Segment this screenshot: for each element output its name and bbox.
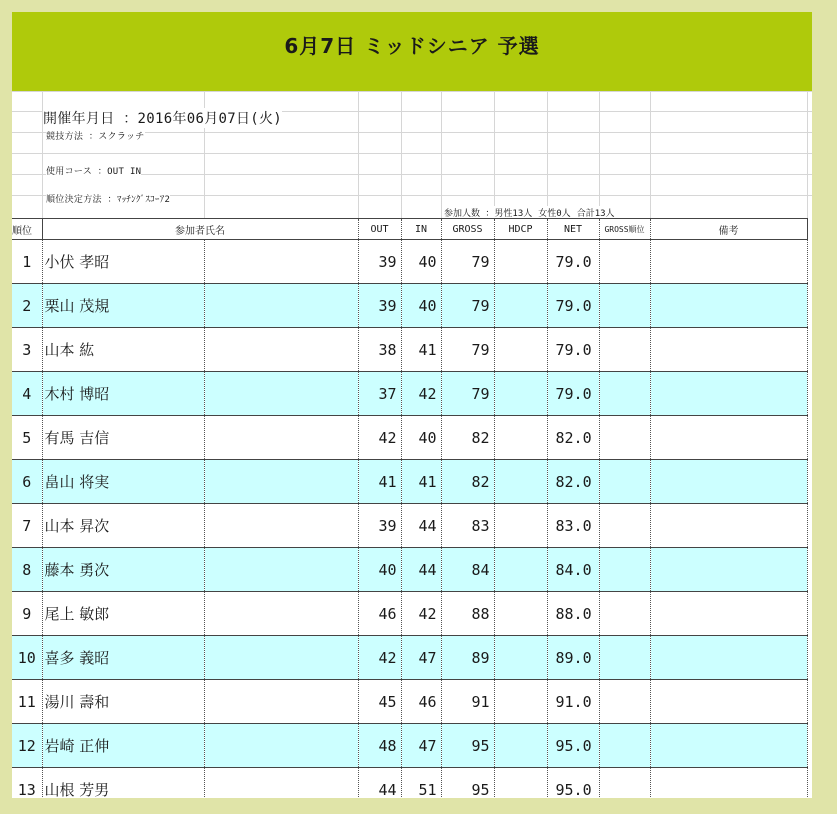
gross-cell: 84 [441, 548, 494, 592]
blank-cell [204, 284, 358, 328]
grid-line [12, 91, 812, 92]
net-cell: 95.0 [547, 724, 599, 768]
name-cell: 山本 紘 [42, 328, 204, 372]
out-cell: 38 [358, 328, 401, 372]
rank-cell: 11 [12, 680, 42, 724]
header-name: 参加者氏名 [42, 219, 358, 240]
name-cell: 藤本 勇次 [42, 548, 204, 592]
header-net: NET [547, 219, 599, 240]
in-cell: 44 [401, 504, 441, 548]
gross-cell: 83 [441, 504, 494, 548]
gross-rank-cell [599, 328, 650, 372]
gross-cell: 82 [441, 460, 494, 504]
out-cell: 39 [358, 284, 401, 328]
out-cell: 42 [358, 416, 401, 460]
header-hdcp: HDCP [494, 219, 547, 240]
results-table [12, 218, 808, 798]
in-cell: 41 [401, 328, 441, 372]
note-cell [650, 460, 807, 504]
rank-cell: 13 [12, 768, 42, 799]
table-row [12, 460, 807, 504]
note-cell [650, 680, 807, 724]
table-header-row [12, 219, 807, 240]
note-cell [650, 724, 807, 768]
table-row [12, 724, 807, 768]
grid-line [650, 91, 651, 218]
blank-cell [204, 768, 358, 799]
name-cell: 有馬 吉信 [42, 416, 204, 460]
rank-cell: 12 [12, 724, 42, 768]
gross-rank-cell [599, 284, 650, 328]
note-cell [650, 240, 807, 284]
hdcp-cell [494, 724, 547, 768]
in-cell: 41 [401, 460, 441, 504]
name-cell: 喜多 義昭 [42, 636, 204, 680]
in-cell: 51 [401, 768, 441, 799]
net-cell: 95.0 [547, 768, 599, 799]
note-cell [650, 592, 807, 636]
rank-cell: 2 [12, 284, 42, 328]
out-cell: 37 [358, 372, 401, 416]
hdcp-cell [494, 680, 547, 724]
name-cell: 小伏 孝昭 [42, 240, 204, 284]
table-row [12, 240, 807, 284]
gross-rank-cell [599, 680, 650, 724]
grid-line [358, 91, 359, 218]
rank-cell: 6 [12, 460, 42, 504]
blank-cell [204, 504, 358, 548]
net-cell: 79.0 [547, 372, 599, 416]
event-date: 開催年月日 ：2016年06月07日(火) [43, 108, 282, 128]
table-row [12, 372, 807, 416]
blank-cell [204, 636, 358, 680]
in-cell: 46 [401, 680, 441, 724]
gross-cell: 89 [441, 636, 494, 680]
out-cell: 40 [358, 548, 401, 592]
hdcp-cell [494, 284, 547, 328]
out-cell: 44 [358, 768, 401, 799]
gross-cell: 88 [441, 592, 494, 636]
grid-line [807, 91, 808, 218]
hdcp-cell [494, 240, 547, 284]
name-cell: 山根 芳男 [42, 768, 204, 799]
gross-cell: 79 [441, 284, 494, 328]
blank-cell [204, 680, 358, 724]
table-row [12, 284, 807, 328]
note-cell [650, 416, 807, 460]
course-used: 使用コース ：OUT IN [46, 164, 141, 177]
gross-rank-cell [599, 768, 650, 799]
gross-cell: 79 [441, 240, 494, 284]
in-cell: 42 [401, 372, 441, 416]
table-row [12, 680, 807, 724]
grid-line [494, 91, 495, 218]
hdcp-cell [494, 328, 547, 372]
table-row [12, 636, 807, 680]
blank-cell [204, 592, 358, 636]
gross-rank-cell [599, 724, 650, 768]
in-cell: 40 [401, 240, 441, 284]
net-cell: 89.0 [547, 636, 599, 680]
note-cell [650, 328, 807, 372]
rank-cell: 8 [12, 548, 42, 592]
gross-cell: 79 [441, 372, 494, 416]
name-cell: 岩崎 正伸 [42, 724, 204, 768]
header-in: IN [401, 219, 441, 240]
out-cell: 39 [358, 504, 401, 548]
blank-cell [204, 548, 358, 592]
net-cell: 82.0 [547, 416, 599, 460]
gross-cell: 95 [441, 768, 494, 799]
name-cell: 湯川 壽和 [42, 680, 204, 724]
gross-cell: 79 [441, 328, 494, 372]
results-sheet [12, 91, 812, 798]
header-gross-rank: GROSS順位 [599, 219, 650, 240]
gross-cell: 95 [441, 724, 494, 768]
gross-rank-cell [599, 504, 650, 548]
header-out: OUT [358, 219, 401, 240]
in-cell: 44 [401, 548, 441, 592]
name-cell: 山本 昇次 [42, 504, 204, 548]
blank-cell [204, 240, 358, 284]
ranking-method: 順位決定方法 ：ﾏｯﾁﾝｸﾞｽｺｰｱ2 [46, 192, 170, 205]
table-row [12, 416, 807, 460]
blank-cell [204, 372, 358, 416]
gross-rank-cell [599, 240, 650, 284]
hdcp-cell [494, 504, 547, 548]
name-cell: 尾上 敏郎 [42, 592, 204, 636]
gross-cell: 91 [441, 680, 494, 724]
in-cell: 42 [401, 592, 441, 636]
note-cell [650, 548, 807, 592]
grid-line [547, 91, 548, 218]
note-cell [650, 768, 807, 799]
title-banner [12, 12, 812, 91]
net-cell: 79.0 [547, 240, 599, 284]
net-cell: 88.0 [547, 592, 599, 636]
net-cell: 83.0 [547, 504, 599, 548]
note-cell [650, 284, 807, 328]
in-cell: 40 [401, 284, 441, 328]
grid-line [599, 91, 600, 218]
rank-cell: 4 [12, 372, 42, 416]
rank-cell: 3 [12, 328, 42, 372]
name-cell: 栗山 茂規 [42, 284, 204, 328]
gross-rank-cell [599, 548, 650, 592]
competition-method: 競技方法 ：スクラッチ [46, 129, 145, 142]
note-cell [650, 636, 807, 680]
header-note: 備考 [650, 219, 807, 240]
grid-line [401, 91, 402, 218]
gross-rank-cell [599, 416, 650, 460]
header-rank: 順位 [12, 219, 42, 240]
rank-cell: 5 [12, 416, 42, 460]
net-cell: 79.0 [547, 284, 599, 328]
hdcp-cell [494, 460, 547, 504]
rank-cell: 7 [12, 504, 42, 548]
hdcp-cell [494, 592, 547, 636]
table-row [12, 548, 807, 592]
hdcp-cell [494, 372, 547, 416]
name-cell: 木村 博昭 [42, 372, 204, 416]
gross-rank-cell [599, 372, 650, 416]
rank-cell: 10 [12, 636, 42, 680]
out-cell: 48 [358, 724, 401, 768]
in-cell: 47 [401, 636, 441, 680]
gross-rank-cell [599, 592, 650, 636]
participants-total: 合計13人 [576, 209, 615, 219]
hdcp-cell [494, 416, 547, 460]
gross-rank-cell [599, 636, 650, 680]
document-frame [12, 12, 812, 798]
net-cell: 79.0 [547, 328, 599, 372]
rank-cell: 9 [12, 592, 42, 636]
net-cell: 82.0 [547, 460, 599, 504]
hdcp-cell [494, 636, 547, 680]
out-cell: 39 [358, 240, 401, 284]
table-row [12, 504, 807, 548]
hdcp-cell [494, 548, 547, 592]
blank-cell [204, 328, 358, 372]
table-row [12, 592, 807, 636]
blank-cell [204, 416, 358, 460]
table-row [12, 768, 807, 799]
rank-cell: 1 [12, 240, 42, 284]
blank-cell [204, 724, 358, 768]
participants-male: 参加人数 ：男性13人 [444, 209, 533, 219]
out-cell: 45 [358, 680, 401, 724]
header-gross: GROSS [441, 219, 494, 240]
in-cell: 47 [401, 724, 441, 768]
table-row [12, 328, 807, 372]
note-cell [650, 372, 807, 416]
page-title: 6月7日 ミッドシニア 予選 [284, 34, 540, 58]
gross-cell: 82 [441, 416, 494, 460]
out-cell: 46 [358, 592, 401, 636]
name-cell: 畠山 将実 [42, 460, 204, 504]
participants-female: 女性0人 [538, 209, 571, 219]
gross-rank-cell [599, 460, 650, 504]
net-cell: 84.0 [547, 548, 599, 592]
out-cell: 42 [358, 636, 401, 680]
grid-line [441, 91, 442, 218]
blank-cell [204, 460, 358, 504]
hdcp-cell [494, 768, 547, 799]
net-cell: 91.0 [547, 680, 599, 724]
grid-line [12, 153, 812, 154]
in-cell: 40 [401, 416, 441, 460]
note-cell [650, 504, 807, 548]
out-cell: 41 [358, 460, 401, 504]
